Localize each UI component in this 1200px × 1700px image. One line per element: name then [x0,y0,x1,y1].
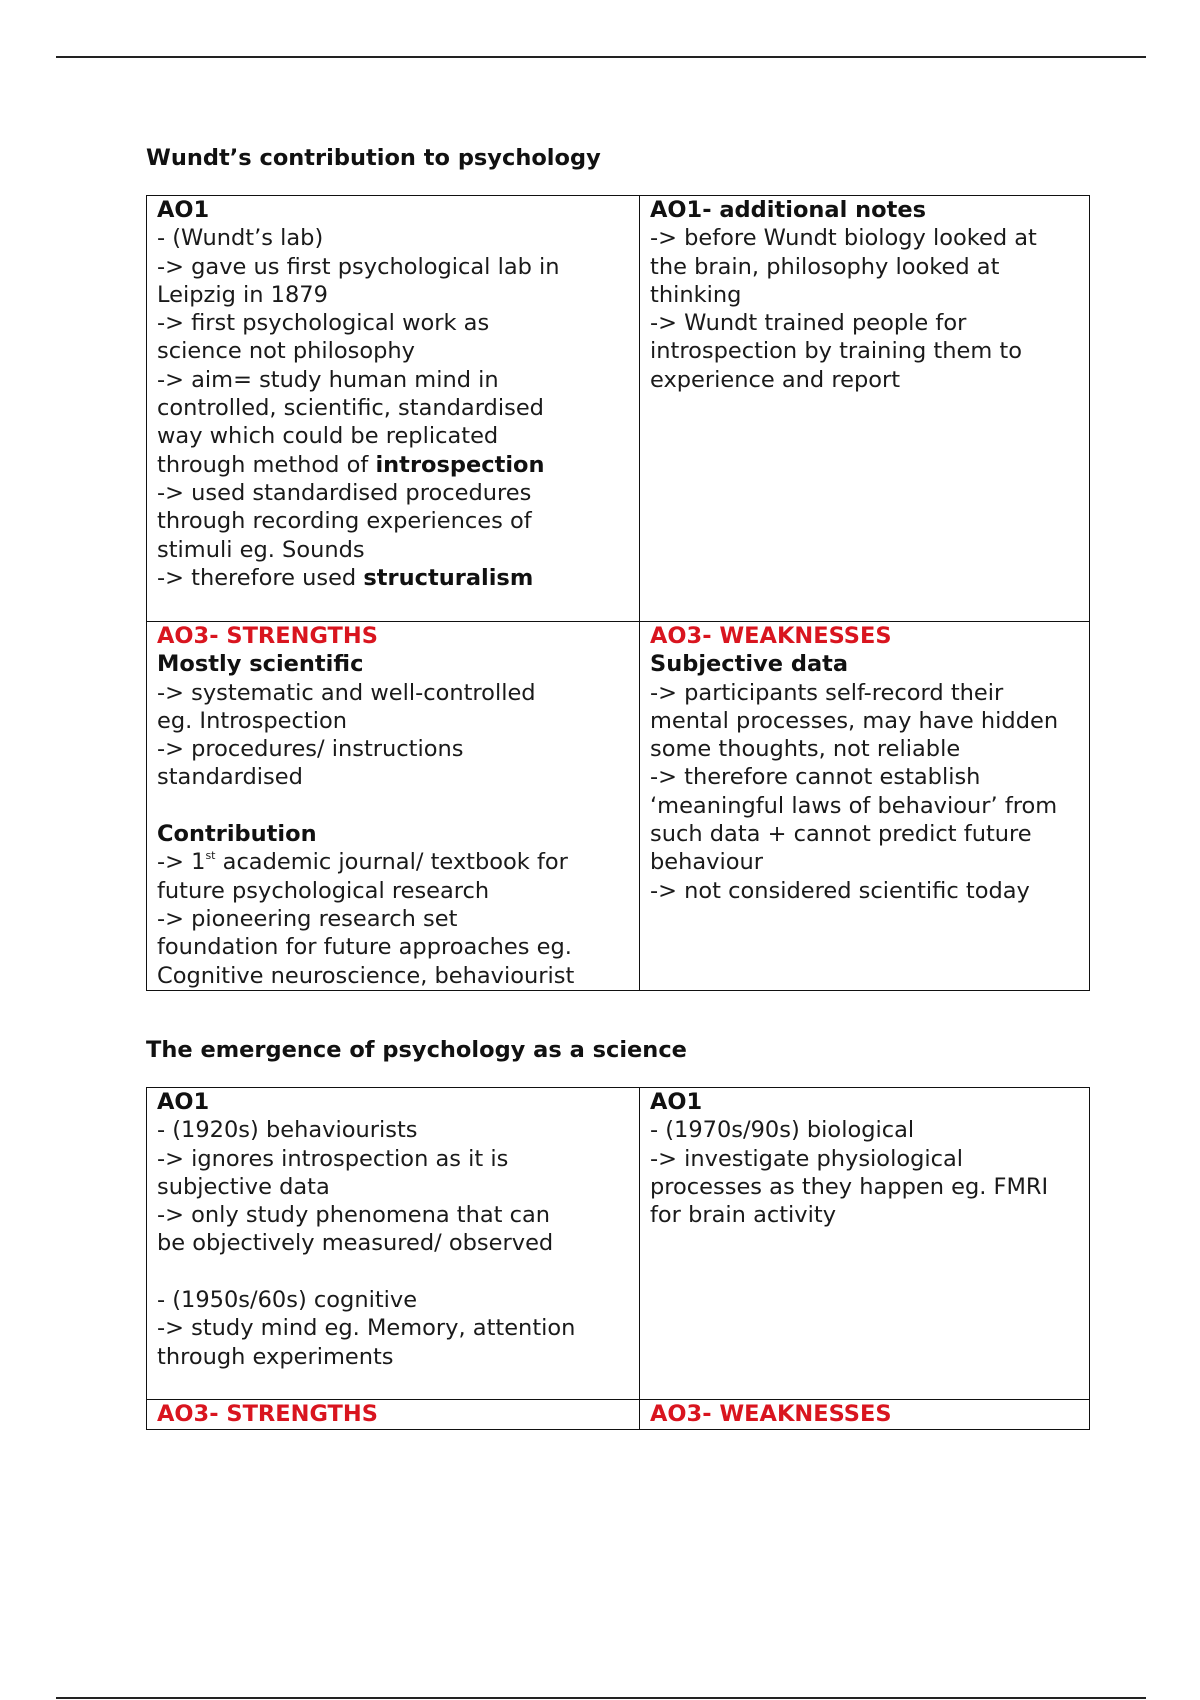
weaknesses-cell [640,622,1090,991]
weakness-line: ‘meaningful laws of behaviour’ from [650,792,1058,819]
ao1-line: -> first psychological work as [157,310,490,337]
ao1-line: - (1970s/90s) biological [650,1117,915,1144]
ao1-right-cell [640,1088,1090,1400]
ao1-line: stimuli eg. Sounds [157,536,365,563]
strengths-cell [147,1400,640,1430]
strengths-cell [147,622,640,991]
ao1-line-structuralism [157,564,629,592]
ao1-line: -> study mind eg. Memory, attention [157,1315,576,1342]
strength-line: foundation for future approaches eg. [157,934,572,961]
weakness-subheading: Subjective data [650,651,849,678]
ao1-line: -> aim= study human mind in [157,366,499,393]
blank-line [157,1258,629,1286]
strength-line: -> systematic and well-controlled [157,679,536,706]
weakness-line: mental processes, may have hidden [650,707,1059,734]
ao1-notes-line: -> Wundt trained people for [650,310,967,337]
ao1-line-introspection [157,451,629,479]
ao1-line: Leipzig in 1879 [157,281,328,308]
weakness-line: some thoughts, not reliable [650,736,961,763]
ao1-notes-line: -> before Wundt biology looked at [650,225,1037,252]
ao1-line: processes as they happen eg. FMRI [650,1173,1049,1200]
ao1-line: through recording experiences of [157,508,532,535]
ao1-line: way which could be replicated [157,423,499,450]
section-title-emergence: The emergence of psychology as a science [146,1037,687,1063]
blank-line [157,792,629,820]
ao1-notes-line: the brain, philosophy looked at [650,253,1000,280]
weakness-line: -> participants self-record their [650,679,1004,706]
strength-line: -> procedures/ instructions [157,736,464,763]
ao1-line: -> investigate physiological [650,1145,964,1172]
ao1-line: - (Wundt’s lab) [157,225,324,252]
ao1-heading: AO1 [650,1089,703,1115]
weaknesses-heading: AO3- WEAKNESSES [650,623,892,649]
weakness-line: behaviour [650,849,764,876]
ao1-line: - (1920s) behaviourists [157,1117,418,1144]
ao1-line: -> ignores introspection as it is [157,1145,509,1172]
ao1-text: through method of [157,451,376,478]
ao1-line: through experiments [157,1343,394,1370]
ao1-heading: AO1 [157,1089,210,1115]
keyword-introspection: introspection [375,451,545,478]
weakness-line: such data + cannot predict future [650,821,1032,848]
ao1-notes-line: thinking [650,281,742,308]
header-rule [56,56,1146,58]
strength-text: -> 1 [157,849,206,876]
strength-line: eg. Introspection [157,707,347,734]
ao1-line: -> used standardised procedures [157,479,532,506]
ao1-line: -> gave us first psychological lab in [157,253,560,280]
strength-line-first-journal [157,848,629,876]
ao1-line: controlled, scientific, standardised [157,395,544,422]
ao1-text: -> therefore used [157,564,364,591]
ao1-notes-line: experience and report [650,366,901,393]
weaknesses-heading: AO3- WEAKNESSES [650,1401,892,1427]
ao1-cell [147,196,640,622]
strengths-heading: AO3- STRENGTHS [157,1401,378,1427]
ao1-heading: AO1 [157,197,210,223]
ao1-notes-cell [640,196,1090,622]
strength-subheading: Mostly scientific [157,651,364,678]
ao1-line: subjective data [157,1173,330,1200]
keyword-structuralism: structuralism [363,564,534,591]
ao1-notes-heading: AO1- additional notes [650,197,927,223]
section-title-wundt: Wundt’s contribution to psychology [146,145,601,171]
ao1-line: for brain activity [650,1202,837,1229]
ao1-notes-line: introspection by training them to [650,338,1022,365]
strength-line: standardised [157,764,303,791]
ao1-left-cell [147,1088,640,1400]
footer-rule [56,1697,1146,1699]
ordinal-superscript: st [205,849,216,863]
weakness-line: -> not considered scientific today [650,877,1030,904]
ao1-line: - (1950s/60s) cognitive [157,1287,418,1314]
weakness-line: -> therefore cannot establish [650,764,981,791]
strength-text: academic journal/ textbook for [215,849,568,876]
strengths-heading: AO3- STRENGTHS [157,623,378,649]
weaknesses-cell [640,1400,1090,1430]
ao1-line: science not philosophy [157,338,415,365]
ao1-line: -> only study phenomena that can [157,1202,551,1229]
strength-line: future psychological research [157,877,490,904]
emergence-notes-table [146,1087,1090,1430]
strength-subheading: Contribution [157,821,317,848]
strength-line: -> pioneering research set [157,905,458,932]
wundt-notes-table [146,195,1090,991]
strength-line: Cognitive neuroscience, behaviourist [157,962,575,989]
ao1-line: be objectively measured/ observed [157,1230,554,1257]
